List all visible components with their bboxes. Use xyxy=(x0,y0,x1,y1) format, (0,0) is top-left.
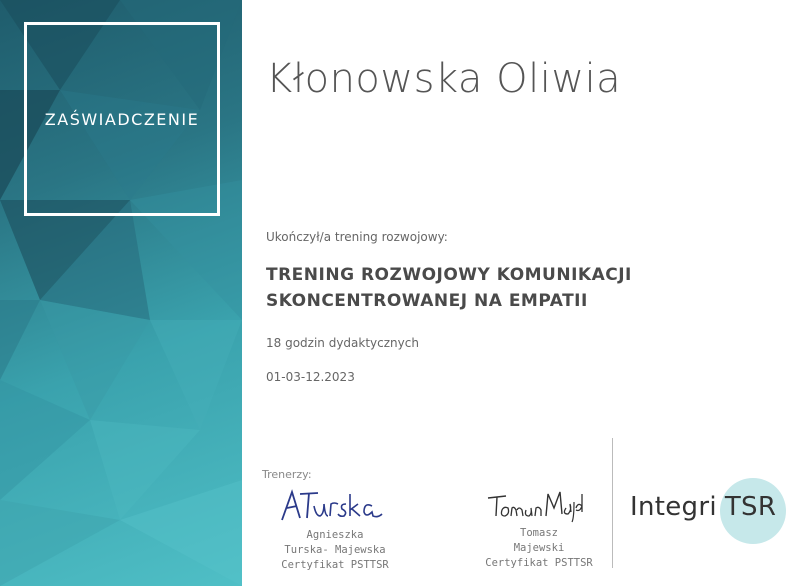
logo-part-2: TSR xyxy=(724,492,777,522)
course-title xyxy=(266,262,746,314)
completed-label: Ukończył/a trening rozwojowy: xyxy=(266,230,448,244)
recipient-name: Kłonowska Oliwia xyxy=(266,56,622,102)
trainer-1-certificate: Certyfikat PSTTSR xyxy=(281,559,389,571)
signature-majewski xyxy=(486,488,586,524)
integri-tsr-logo xyxy=(630,492,776,522)
hours-text: 18 godzin dydaktycznych xyxy=(266,336,419,350)
decorative-side-panel xyxy=(0,0,242,586)
trainers-label: Trenerzy: xyxy=(262,468,312,481)
signature-turska xyxy=(278,484,388,526)
trainer-1 xyxy=(260,528,410,573)
trainer-2-last-name: Majewski xyxy=(513,542,565,554)
vertical-divider xyxy=(612,438,613,568)
course-title-line-2: SKONCENTROWANEJ NA EMPATII xyxy=(266,291,588,311)
document-title: ZAŚWIADCZENIE xyxy=(44,109,200,129)
title-frame xyxy=(24,22,220,216)
trainer-1-first-name: Agnieszka xyxy=(306,529,364,541)
trainer-2-first-name: Tomasz xyxy=(520,527,558,539)
date-text: 01-03-12.2023 xyxy=(266,370,355,384)
trainer-2-certificate: Certyfikat PSTTSR xyxy=(485,557,593,569)
trainer-1-last-name: Turska- Majewska xyxy=(284,544,386,556)
course-title-line-1: TRENING ROZWOJOWY KOMUNIKACJI xyxy=(266,265,632,285)
trainer-2 xyxy=(464,526,614,571)
logo-part-1: Integri xyxy=(630,492,717,522)
